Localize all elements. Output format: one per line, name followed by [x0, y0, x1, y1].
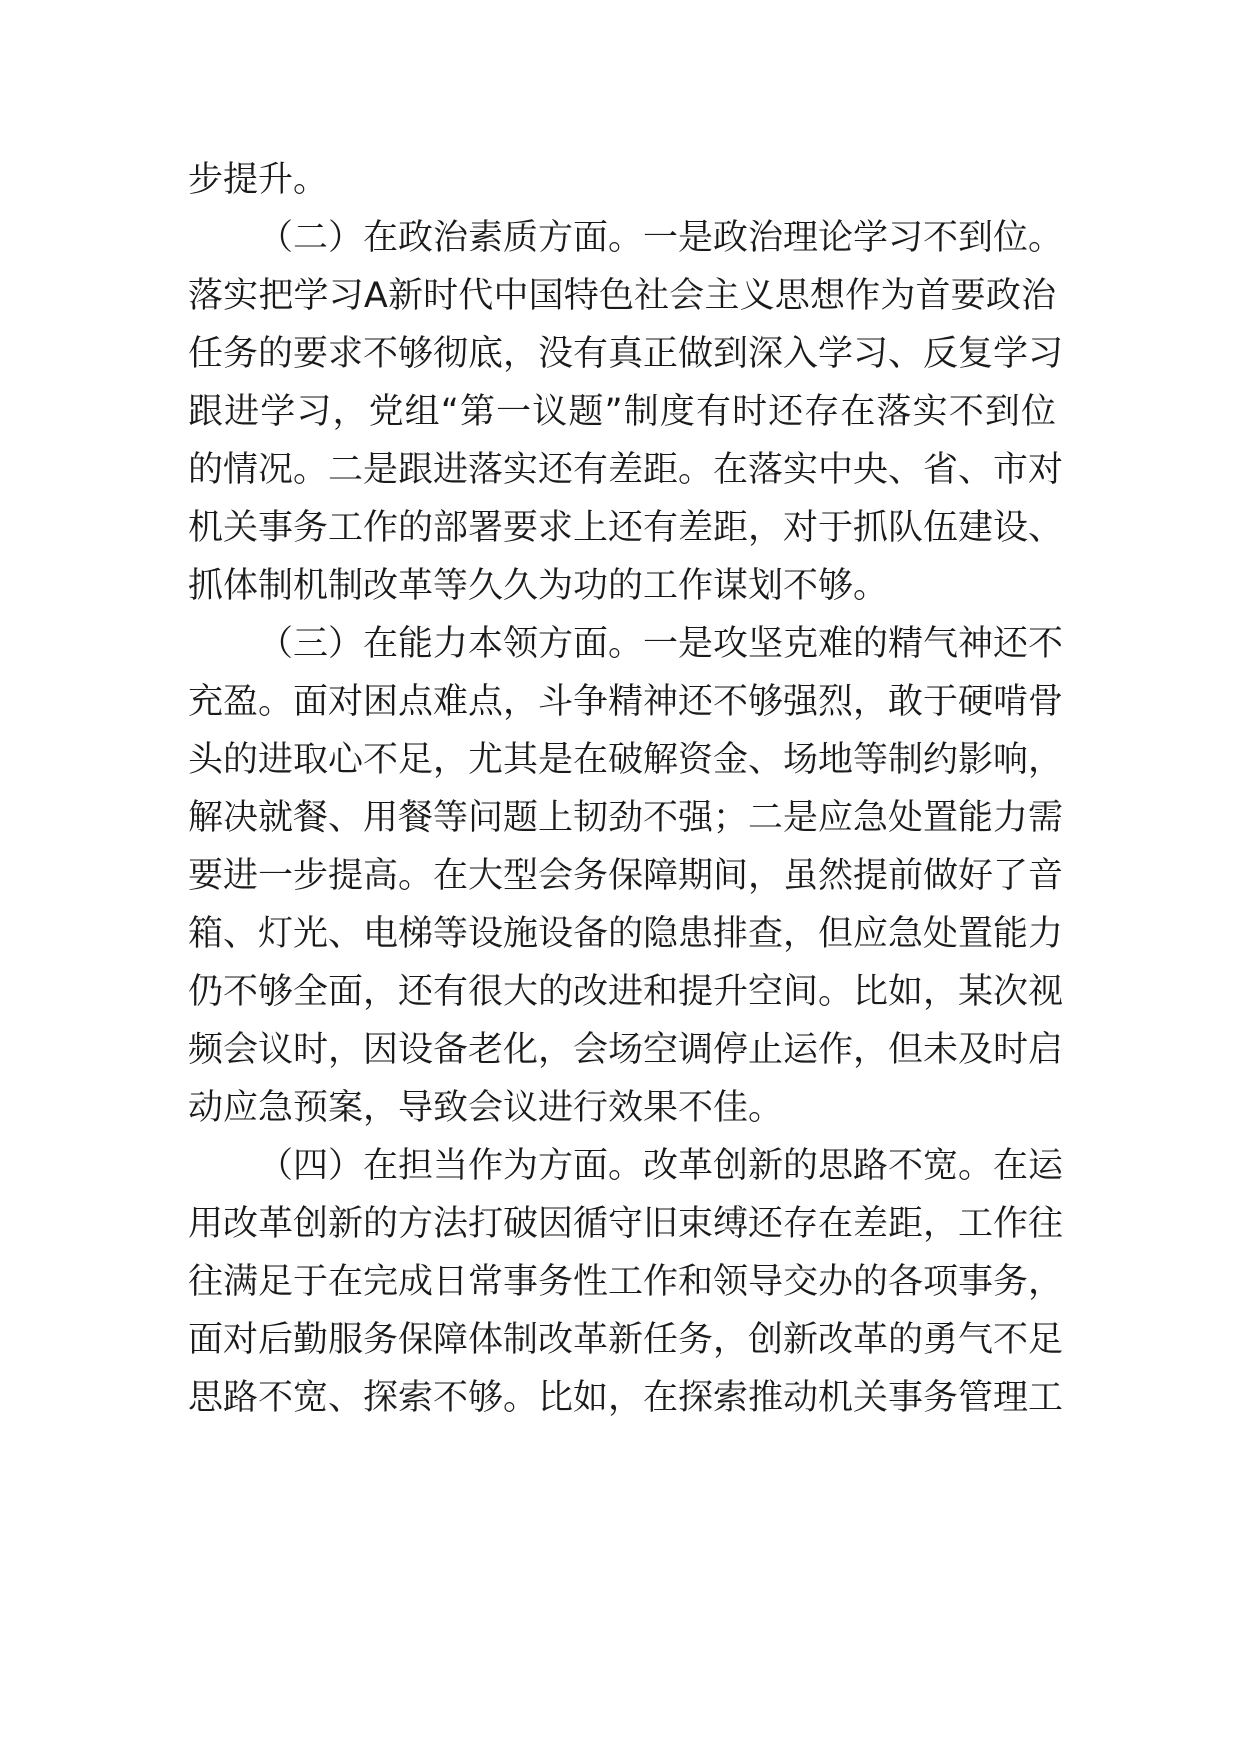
text-line-17: 动应急预案，导致会议进行效果不佳。	[188, 1088, 784, 1128]
text-line-14: 箱、灯光、电梯等设施设备的隐患排查，但应急处置能力	[188, 914, 1064, 954]
text-line-22: 思路不宽、探索不够。比如，在探索推动机关事务管理工	[188, 1378, 1064, 1418]
text-line-5: 跟进学习，党组“第一议题”制度有时还存在落实不到位	[188, 392, 1056, 432]
section-3-heading-line: （三）在能力本领方面。一是攻坚克难的精气神还不	[258, 624, 1064, 664]
text-line-12: 解决就餐、用餐等问题上韧劲不强；二是应急处置能力需	[188, 798, 1064, 838]
text-line-20: 往满足于在完成日常事务性工作和领导交办的各项事务，	[188, 1262, 1064, 1302]
text-line-19: 用改革创新的方法打破因循守旧束缚还存在差距，工作往	[188, 1204, 1064, 1244]
text-line-1: 步提升。	[188, 160, 329, 200]
section-2-heading-line: （二）在政治素质方面。一是政治理论学习不到位。	[258, 218, 1064, 258]
text-line-21: 面对后勤服务保障体制改革新任务，创新改革的勇气不足	[188, 1320, 1064, 1360]
text-line-16: 频会议时，因设备老化，会场空调停止运作，但未及时启	[188, 1030, 1064, 1070]
text-line-7: 机关事务工作的部署要求上还有差距，对于抓队伍建设、	[188, 508, 1064, 548]
text-line-11: 头的进取心不足，尤其是在破解资金、场地等制约影响，	[188, 740, 1064, 780]
text-line-6: 的情况。二是跟进落实还有差距。在落实中央、省、市对	[188, 450, 1064, 490]
text-line-4: 任务的要求不够彻底，没有真正做到深入学习、反复学习	[188, 334, 1064, 374]
text-line-8: 抓体制机制改革等久久为功的工作谋划不够。	[188, 566, 889, 606]
text-line-15: 仍不够全面，还有很大的改进和提升空间。比如，某次视	[188, 972, 1064, 1012]
text-line-10: 充盈。面对困点难点，斗争精神还不够强烈，敢于硬啃骨	[188, 682, 1064, 722]
text-line-13: 要进一步提高。在大型会务保障期间，虽然提前做好了音	[188, 856, 1064, 896]
section-4-heading-line: （四）在担当作为方面。改革创新的思路不宽。在运	[258, 1146, 1064, 1186]
text-line-3: 落实把学习A新时代中国特色社会主义思想作为首要政治	[188, 276, 1056, 316]
